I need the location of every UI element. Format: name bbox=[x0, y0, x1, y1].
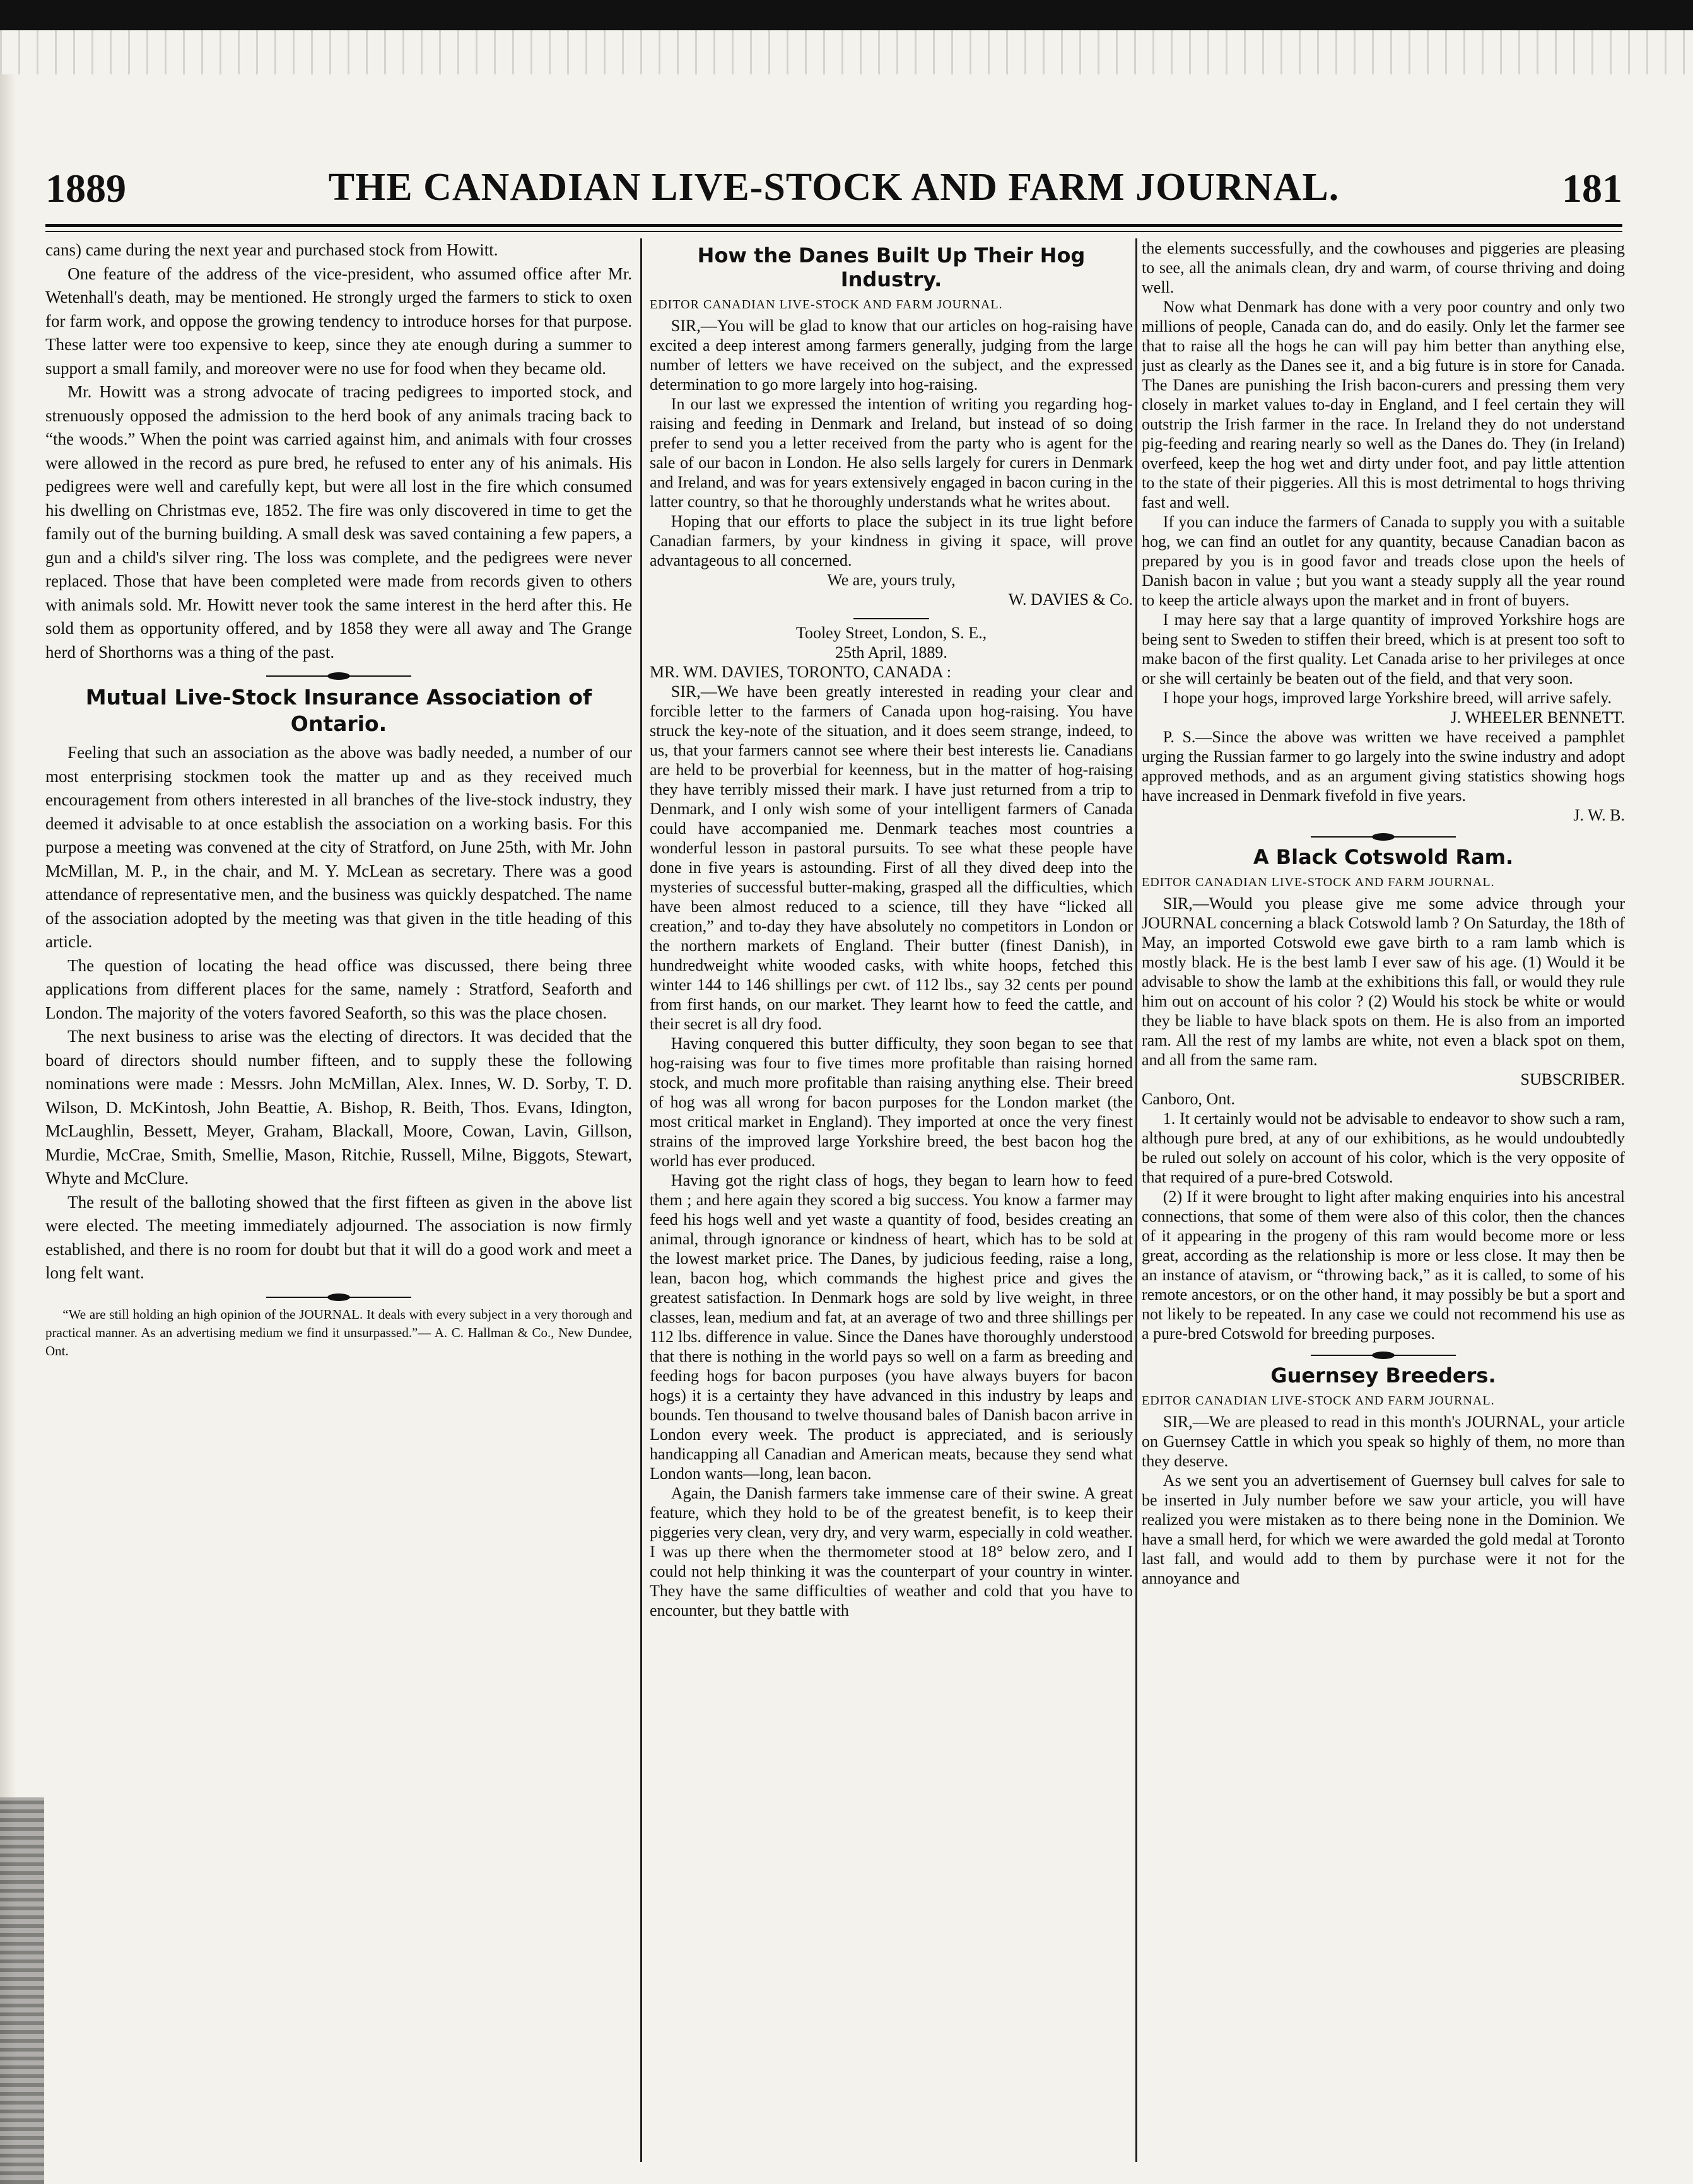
paragraph: Now what Denmark has done with a very poor country and only two millions of people, Canada can do, and do easily. Only let the farmer see that to raise all the hogs he can will pay him better than anything else, just as clearly as the Danes see it, and a big future is in store for Canada. The Danes are punishing the Irish bacon-curers and pressing them very closely in market values to-day in England, and I feel certain they will outstrip the Irish farmer in the race. In Ireland they do not understand pig-feeding and rearing nearly so well as the Danes do. They (in Ireland) overfeed, keep the hog wet and dirty under foot, and pay little attention to the state of their piggeries. All this is most detrimental to hogs thriving fast and well. bbox=[1142, 298, 1625, 511]
letter-signature: SUBSCRIBER. bbox=[1520, 1070, 1625, 1089]
paragraph: Again, the Danish farmers take immense care of their swine. A great feature, which they hold to be of the greatest benefit, is to keep their piggeries very clean, very dry, and very warm, especially in cold weather. I was up there when the thermometer stood at 18° below zero, and I could not help thinking it was the counterpart of your country in winter. They have the same difficulties of weather and cold that you have to encounter, but they battle with bbox=[650, 1484, 1133, 1620]
page-header bbox=[45, 165, 1622, 216]
editor-line: EDITOR CANADIAN LIVE-STOCK AND FARM JOURNAL. bbox=[650, 298, 1003, 312]
column-1 bbox=[45, 238, 632, 2162]
section-ornament bbox=[266, 674, 411, 678]
editor-reply: 1. It certainly would not be advisable to endeavor to show such a ram, although pure bred, at any of our exhibitions, as he would undoubtedly be ruled out solely on account of his color, which is the very opposite of that required of a pure-bred Cotswold. bbox=[1142, 1109, 1625, 1186]
scan-noise bbox=[0, 30, 1693, 74]
testimonial-note: “We are still holding an high opinion of the JOURNAL. It deals with every subject in a very thorough and practical manner. As an advertising medium we find it unsurpassed.”— A. C. Hallman & Co., New Dundee, Ont. bbox=[45, 1306, 632, 1358]
scan-top-border bbox=[0, 0, 1693, 30]
letter-salutation: MR. WM. DAVIES, TORONTO, CANADA : bbox=[650, 663, 951, 681]
paragraph: Mr. Howitt was a strong advocate of tracing pedigrees to imported stock, and strenuously opposed the admission to the herd book of any animals tracing back to “the woods.” When the point was carried against him, and animals with four crosses were allowed in the record as pure bred, he refused to enter any of his animals. His pedigrees were well and carefully kept, but were all lost in the fire which consumed his dwelling on Christmas eve, 1852. The fire was only discovered in time to get the family out of the burning building. A small desk was saved containing a few papers, a gun and a child's silver ring. The loss was complete, and the pedigrees were never replaced. Those that have been completed were made from records given to others with animals sold. Mr. Howitt never took the same interest in the herd after this. He sold them as opportunity offered, and by 1858 they were all away and The Grange herd of Shorthorns was a thing of the past. bbox=[45, 382, 632, 662]
paragraph: Feeling that such an association as the above was badly needed, a number of our most enterprising stockmen took the matter up and as they received much encouragement from others interested in all branches of the live-stock industry, they deemed it advisable to at once establish the association on a working basis. For this purpose a meeting was convened at the city of Stratford, on June 25th, with Mr. John McMillan, M. P., in the chair, and M. Y. McLean as secretary. There was a good attendance of representative men, and the business was quickly despatched. The name of the association adopted by the meeting was that given in the title heading of this article. bbox=[45, 743, 632, 951]
paragraph: Having got the right class of hogs, they began to learn how to feed them ; and here again they scored a big success. You know a farmer may feed his hogs well and yet waste a quantity of food, besides creating an animal, through ignorance or kindness of heart, which has to be sold at the lowest market price. The Danes, by judicious feeding, raise a long, lean, bacon hog, which commands the highest price and gives the greatest satisfaction. In Denmark hogs are sold by live weight, in three classes, lean, medium and fat, at an average of two and three shillings per 112 lbs. difference in value. Since the Danes have thoroughly understood that there is nothing in the world pays so well on a farm as breeding and feeding hogs for bacon purposes (you have always buyers for bacon hogs) it is a certainty they have advanced in this industry by leaps and bounds. Ten thousand to twelve thousand bales of Danish bacon arrive in London every week. The product is appreciated, and is seriously handicapping all Canadian and American meats, because they send what London wants—long, lean bacon. bbox=[650, 1171, 1133, 1483]
article-heading: Guernsey Breeders. bbox=[1270, 1364, 1496, 1387]
letter-address: Tooley Street, London, S. E., bbox=[795, 624, 987, 642]
journal-title: THE CANADIAN LIVE-STOCK AND FARM JOURNAL. bbox=[328, 166, 1340, 209]
paragraph: the elements successfully, and the cowhouses and piggeries are pleasing to see, all the animals clean, dry and warm, of course thriving and doing well. bbox=[1142, 239, 1625, 296]
paragraph: Hoping that our efforts to place the subject in its true light before Canadian farmers, by your kindness in giving it space, will prove advantageous to all concerned. bbox=[650, 512, 1133, 569]
paragraph: The question of locating the head office was discussed, there being three applications from different places for the same, namely : Stratford, Seaforth and London. The majority of the voters favored Seaforth, so this was the place chosen. bbox=[45, 955, 632, 1022]
short-rule bbox=[853, 618, 929, 619]
paragraph: As we sent you an advertisement of Guernsey bull calves for sale to be inserted in July number before we saw your article, you will have realized you were mistaken as to there being none in the Dominion. We have a small herd, for which we were awarded the gold medal at Toronto last fall, and would add to them by purchase were it not for the annoyance and bbox=[1142, 1471, 1625, 1587]
section-ornament bbox=[1311, 835, 1456, 839]
column-3 bbox=[1142, 238, 1625, 2162]
letter-closing: We are, yours truly, bbox=[827, 571, 956, 589]
editor-reply: (2) If it were brought to light after making enquiries into his ancestral connections, that some of them were also of this color, then the chances of it appearing in the progeny of this ram would become more or less great, according as the relationship is more or less close. It may then be an instance of atavism, or “throwing back,” as it is called, to some of his remote ancestors, or on the other hand, it may possibly be but a sport and not likely to be repeated. In any case we could not recommend his use as a pure-bred Cotswold for breeding purposes. bbox=[1142, 1188, 1625, 1343]
section-ornament bbox=[1311, 1353, 1456, 1357]
editor-line: EDITOR CANADIAN LIVE-STOCK AND FARM JOURNAL. bbox=[1142, 875, 1495, 889]
letter-signature: J. WHEELER BENNETT. bbox=[1450, 708, 1625, 727]
article-heading: How the Danes Built Up Their Hog Industry. bbox=[697, 243, 1086, 291]
column-divider-1 bbox=[640, 238, 642, 2162]
paragraph: If you can induce the farmers of Canada to supply you with a suitable hog, we can find an outlet for any quantity, because Canadian bacon as prepared by you is in good favor and treads close upon the heels of Danish bacon in value ; but you want a steady supply all the year round to keep the article always upon the market and in front of buyers. bbox=[1142, 513, 1625, 609]
paragraph: The result of the balloting showed that the first fifteen as given in the above list were elected. The meeting immediately adjourned. The association is now firmly established, and there is no room for doubt but that it will do a good work and meet a long felt want. bbox=[45, 1192, 632, 1282]
letter-date: 25th April, 1889. bbox=[835, 643, 947, 662]
header-year: 1889 bbox=[45, 166, 126, 211]
article-heading: A Black Cotswold Ram. bbox=[1253, 845, 1514, 869]
paragraph: In our last we expressed the intention of writing you regarding hog-raising and feeding in Denmark and Ireland, but instead of so doing prefer to send you a letter received from the party who is agent for the sale of our bacon in London. He also sells largely for curers in Denmark and Ireland, and was for years extensively engaged in bacon curing in the latter country, so that he thoroughly understands what he writes about. bbox=[650, 395, 1133, 511]
editor-line: EDITOR CANADIAN LIVE-STOCK AND FARM JOURNAL. bbox=[1142, 1394, 1495, 1408]
section-ornament bbox=[266, 1295, 411, 1299]
article-heading: Mutual Live-Stock Insurance Association of Ontario. bbox=[85, 685, 592, 736]
column-divider-2 bbox=[1135, 238, 1137, 2162]
paragraph: Having conquered this butter difficulty, they soon began to see that hog-raising was four to five times more profitable than raising horned stock, and much more profitable than raising anything else. Their breed of hog was all wrong for bacon purposes for the London market (the most critical market in England). They imported at once the very finest strains of the improved large Yorkshire breed, the best bacon hog the world has ever produced. bbox=[650, 1034, 1133, 1170]
paragraph: I may here say that a large quantity of improved Yorkshire hogs are being sent to Sweden to stiffen their breed, which is at present too soft to make bacon of the first quality. Let Canada arise to her privileges at once or she will certainly be beaten out of the field, and that very soon. bbox=[1142, 610, 1625, 687]
column-2 bbox=[650, 238, 1133, 2162]
paragraph: SIR,—We have been greatly interested in reading your clear and forcible letter to the farmers of Canada upon hog-raising. You have struck the key-note of the situation, and it does seem strange, indeed, to us, that your farmers cannot see where their best interests lie. Canadians are held to be proverbial for keenness, but in the matter of hog-raising they have terribly missed their mark. I have just returned from a trip to Denmark, and I only wish some of your intelligent farmers of Canada could have accompanied me. Denmark teaches most countries a wonderful lesson in pastoral pursuits. To see what these people have done in five years is astounding. First of all they dived deep into the mysteries of successful butter-making, grasped all the difficulties, which have been almost reduced to a science, till they have “licked all creation,” and to-day they have absolutely no competitors in London or the northern markets of England. Their butter (finest Danish), in hundredweight white wooded casks, with white hoops, fetched this winter 144 to 146 shillings per cwt. of 112 lbs., say 32 cents per pound from first hands, on our market. They learnt how to feed the cattle, and their secret is all dry food. bbox=[650, 682, 1133, 1033]
header-rule-thick bbox=[45, 224, 1622, 227]
letter-place: Canboro, Ont. bbox=[1142, 1090, 1236, 1108]
page-number: 181 bbox=[1562, 166, 1622, 211]
paragraph: One feature of the address of the vice-president, who assumed office after Mr. Wetenhall's death, may be mentioned. He strongly urged the farmers to stick to oxen for farm work, and oppose the growing tendency to introduce horses for that purpose. These latter were too expensive to keep, since they ate enough during a summer to support a small family, and moreover were no use for food when they became old. bbox=[45, 264, 632, 378]
paragraph: I hope your hogs, improved large Yorkshire breed, will arrive safely. bbox=[1163, 689, 1612, 707]
paragraph: SIR,—Would you please give me some advice through your JOURNAL concerning a black Cotswold lamb ? On Saturday, the 18th of May, an imported Cotswold ewe gave birth to a ram lamb which is mostly black. He is the best lamb I ever saw of his age. (1) Would it be advisable to show the lamb at the exhibitions this fall, or would they rule him out on account of his color ? (2) Would his stock be white or would they be liable to have black spots on them. He is also from an imported ram. All the rest of my lambs are white, not even a black spot on them, and all from the same ram. bbox=[1142, 894, 1625, 1069]
scan-binding-edge bbox=[0, 1797, 44, 2184]
paragraph: SIR,—You will be glad to know that our articles on hog-raising have excited a deep interest among farmers generally, judging from the large number of letters we have received on the subject, and the expressed determination to go more largely into hog-raising. bbox=[650, 317, 1133, 394]
postscript-signature: J. W. B. bbox=[1573, 806, 1625, 824]
paragraph: The next business to arise was the electing of directors. It was decided that the board of directors should number fifteen, and to supply these the following nominations were made : Messrs. John McMillan, Alex. Innes, W. D. Sorby, T. D. Wilson, D. McKintosh, John Beattie, A. Bishop, R. Beith, Thos. Evans, Idington, McLaughlin, Bessett, Meyer, Graham, Blackall, Moore, Cowan, Lavin, Gillson, Murdie, McCrae, Smith, Smellie, Mason, Ritchie, Russell, Milne, Biggots, Stewart, Whyte and McClure. bbox=[45, 1027, 632, 1188]
paragraph: SIR,—We are pleased to read in this month's JOURNAL, your article on Guernsey Cattle in which you speak so highly of them, no more than they deserve. bbox=[1142, 1413, 1625, 1470]
header-rule-thin bbox=[45, 231, 1622, 232]
letter-signature: W. DAVIES & Co. bbox=[1008, 590, 1133, 609]
postscript: P. S.—Since the above was written we have received a pamphlet urging the Russian farmer to go largely into the swine industry and adopt approved methods, and as an argument giving statistics showing hogs have increased in Denmark fivefold in five years. bbox=[1142, 728, 1625, 805]
paragraph: cans) came during the next year and purchased stock from Howitt. bbox=[45, 240, 498, 259]
